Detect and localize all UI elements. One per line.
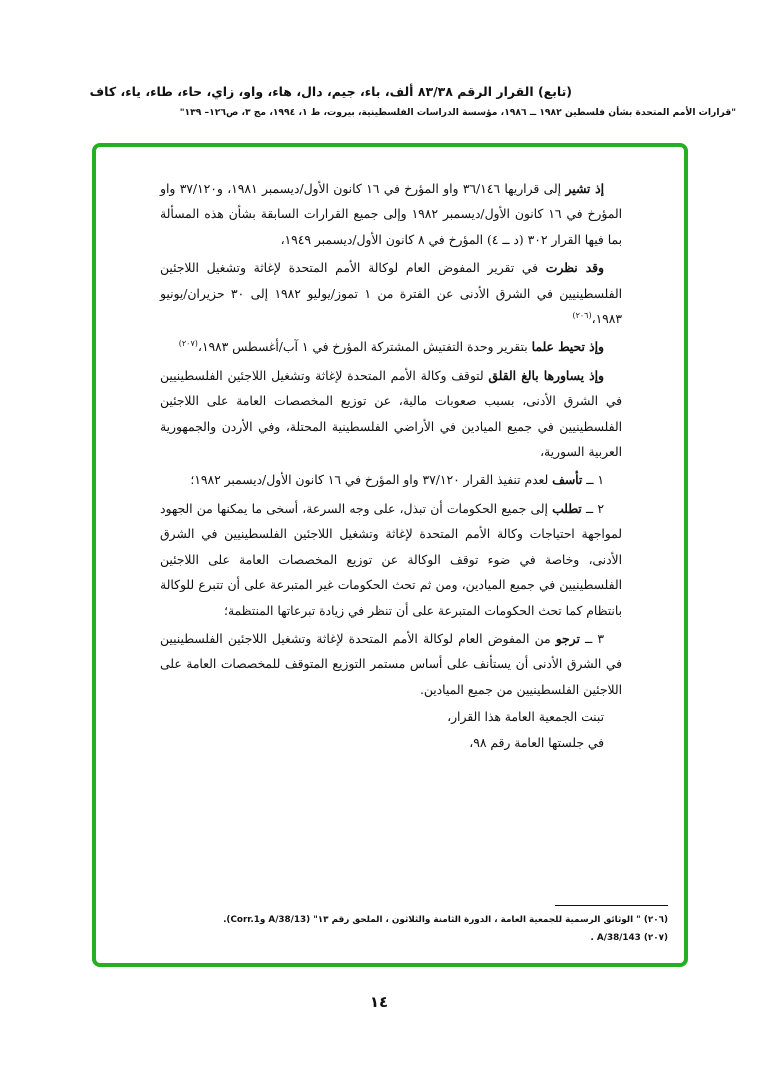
operative-paragraph-2 (160, 496, 622, 624)
resolution-body (160, 176, 622, 756)
preamble-paragraph-2 (160, 255, 622, 332)
paragraph-text: إلى قراريها ٣٦/١٤٦ واو المؤرخ في ١٦ كانون الأول/ديسمبر ١٩٨١، و٣٧/١٢٠ واو المؤرخ في ١٦ كانون الأول/ديسمبر ١٩٨٢ وإلى جميع القرارات السابقة بشأن هذه المسألة بما فيها القرار ٣٠٢ (د ــ ٤) المؤرخ في ٨ كانون الأول/ديسمبر ١٩٤٩، (160, 182, 622, 247)
operative-paragraph-1 (160, 467, 622, 493)
footnote-divider (555, 905, 668, 906)
footnotes (110, 911, 668, 947)
paragraph-text: إلى جميع الحكومات أن تبذل، على وجه السرعة، أسخى ما يمكنها من الجهود لمواجهة احتياجات وكالة الأمم المتحدة لإغاثة وتشغيل اللاجئين الفلسطينيين في الشرق الأدنى، وخاصة في ضوء توقف الوكالة عن توزيع المخصصات العامة على اللاجئين الفلسطينيين في جميع الميادين، ومن ثم تحث الحكومات غير المتبرعة على أن تتبرع للوكالة بانتظام كما تحث الحكومات المتبرعة على أن تنظر في زيادة تبرعاتها المنتظمة؛ (160, 501, 622, 618)
keyword: إذ تشير (565, 181, 605, 196)
page-header (20, 84, 736, 118)
keyword: وقد نظرت (545, 260, 604, 276)
page-number: ١٤ (369, 993, 389, 1011)
paragraph-text: لعدم تنفيذ القرار ٣٧/١٢٠ واو المؤرخ في ١٦ كانون الأول/ديسمبر ١٩٨٢؛ (190, 473, 549, 488)
paragraph-number: ١ ــ (586, 473, 604, 488)
source-citation: "قرارات الأمم المتحدة بشأن فلسطين ١٩٨٢ ــ ١٩٨٦، مؤسسة الدراسات الفلسطينية، بيروت، ط ١، ١٩٩٤، مج ٣، ص١٢٦– ١٣٩" (179, 107, 736, 118)
footnote-ref: (٢٠٦) (572, 311, 592, 321)
preamble-paragraph-3 (160, 334, 622, 360)
keyword: وإذ يساورها بالغ القلق (488, 367, 604, 383)
paragraph-number: ٢ ــ (585, 501, 604, 516)
adoption-line-1: تبنت الجمعية العامة هذا القرار، (447, 710, 604, 725)
preamble-paragraph-1 (160, 176, 622, 253)
paragraph-text: بتقرير وحدة التفتيش المشتركة المؤرخ في ١ آب/أغسطس ١٩٨٣، (197, 340, 528, 355)
keyword: تطلب (552, 500, 582, 516)
paragraph-text: من المفوض العام لوكالة الأمم المتحدة لإغاثة وتشغيل اللاجئين الفلسطينيين في الشرق الأدنى أن يستأنف على أساس مستمر التوزيع المتوقف للمخصصات العامة على اللاجئين الفلسطينيين من جميع الميادين. (160, 631, 622, 697)
keyword: وإذ تحيط علما (531, 339, 604, 355)
operative-paragraph-3 (160, 626, 622, 703)
preamble-paragraph-4 (160, 363, 622, 466)
keyword: تأسف (552, 472, 583, 488)
footnote-207: (٢٠٧) A/38/143 . (590, 933, 668, 943)
adoption-line-2: في جلستها العامة رقم ٩٨، (469, 735, 604, 750)
paragraph-number: ٣ ــ (585, 631, 604, 646)
footnote-ref: (٢٠٧) (178, 339, 198, 349)
resolution-title: (تابع) القرار الرقم ٨٣/٣٨ ألف، باء، جيم، دال، هاء، واو، زاي، حاء، طاء، ياء، كاف (89, 84, 572, 99)
footnote-206: (٢٠٦) " الوثائق الرسمية للجمعية العامة ، الدورة الثامنة والثلاثون ، الملحق رقم ١٣" (A/38/13 وCorr.1). (223, 915, 668, 925)
paragraph-text: في تقرير المفوض العام لوكالة الأمم المتحدة لإغاثة وتشغيل اللاجئين الفلسطينيين في الشرق الأدنى عن الفترة من ١ تموز/يوليو ١٩٨٢ إلى ٣٠ حزيران/يونيو ١٩٨٣، (160, 261, 622, 327)
keyword: ترجو (555, 630, 580, 646)
paragraph-text: لتوقف وكالة الأمم المتحدة لإغاثة وتشغيل اللاجئين الفلسطينيين في الشرق الأدنى، بسبب صعوبات مالية، عن توزيع المخصصات العامة على اللاجئين الفلسطينيين في جميع الميادين في الأراضي الفلسطينية المحتلة، وفي الأردن والجمهورية العربية السورية، (160, 368, 622, 460)
